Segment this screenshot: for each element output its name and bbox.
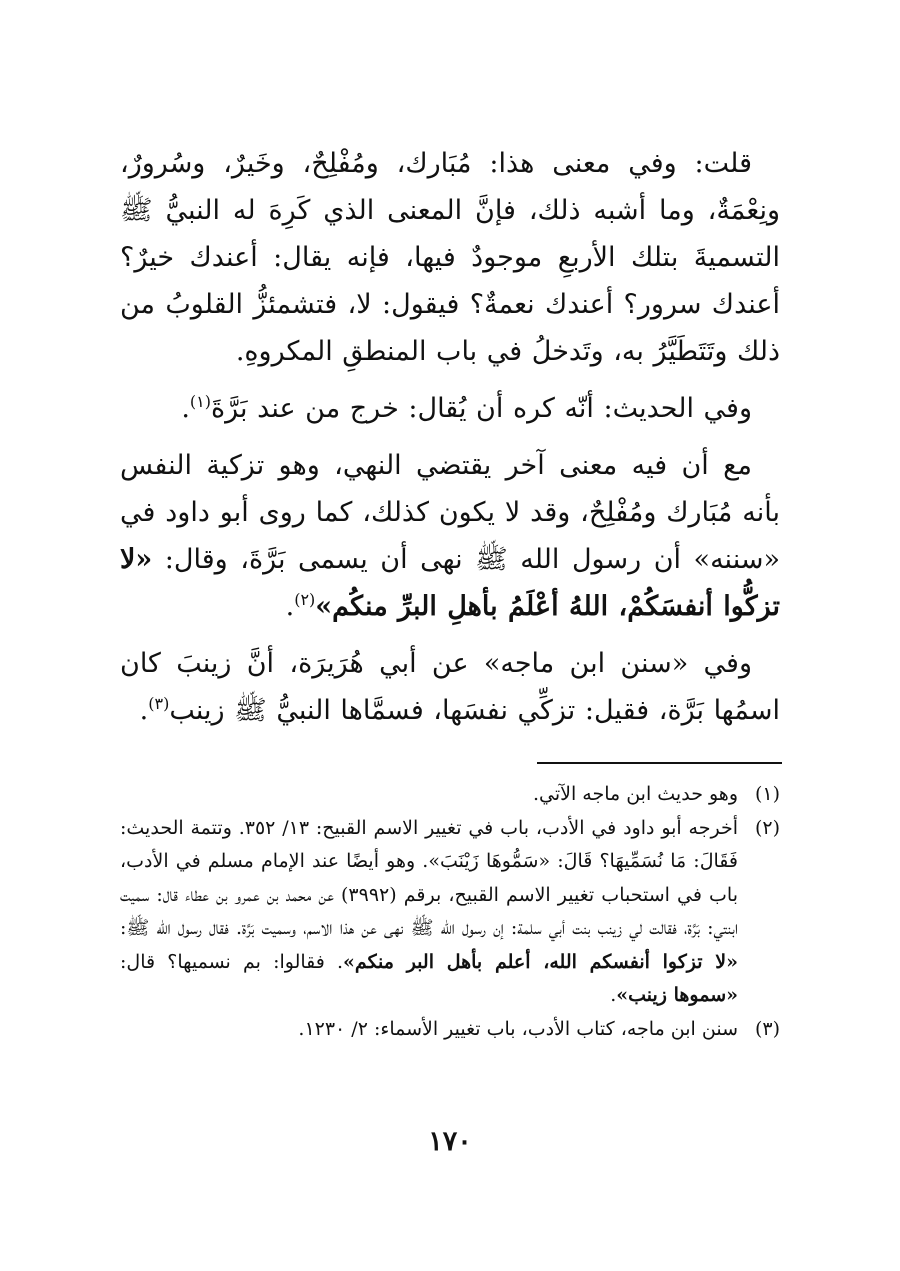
footnote-2-text-end: .: [610, 984, 617, 1006]
paragraph-4-end: .: [139, 695, 149, 726]
footnote-3-text: سنن ابن ماجه، كتاب الأدب، باب تغيير الأسماء: ٢/ ١٢٣٠.: [298, 1017, 738, 1040]
footnote-ref-1[interactable]: (١): [189, 392, 211, 411]
paragraph-2-text: وفي الحديث: أنّه كره أن يُقال: خرج من عند بَرَّةَ: [211, 393, 752, 424]
footnote-2-text-start: أخرجه أبو داود في الأدب، باب في تغيير الاسم القبيح: ١٣/ ٣٥٢. وتتمة الحديث: فَقَالَ: مَا نُسَمِّيهَا؟ قَالَ: «سَمُّوهَا زَيْنَبَ». وهو أيضًا عند الإمام مسلم في الأدب، باب في استحباب تغيير الاسم القبيح، برقم (٣٩٩٢) عن محمد بن عمرو بن عطاء قال: سميت ابنتي: بَرَّة، فقالت لي زينب بنت أبي سلمة: إن رسول الله ﷺ نهى عن هذا الاسم، وسميت بَرَّة. فقال رسول الله ﷺ:: [120, 816, 738, 939]
footnote-1: [120, 778, 780, 812]
footnote-2-text: [120, 812, 738, 1013]
paragraph-4: [120, 640, 780, 734]
page-number: ١٧٠: [428, 1126, 472, 1157]
paragraph-4-text: وفي «سنن ابن ماجه» عن أبي هُرَيرَة، أنَّ زينبَ كان اسمُها بَرَّة، فقيل: تزكِّي نفسَها، فسمَّاها النبيُّ ﷺ زينب: [120, 648, 780, 726]
footnote-3: [120, 1013, 780, 1047]
footnote-2-hadith-2: «سموها زينب»: [616, 984, 738, 1006]
footnote-2-number: (٢): [754, 816, 780, 839]
footnote-divider: [537, 762, 782, 764]
hadith-quote: «لا تزكُّوا أنفسَكُمْ، اللهُ أعْلَمُ بأهلِ البرِّ منكُم»: [120, 544, 780, 622]
footnote-ref-2[interactable]: (٢): [294, 590, 316, 609]
footnote-3-number: (٣): [754, 1017, 780, 1040]
footnote-2-text-mid: . فقالوا: بم نسميها؟ قال:: [120, 950, 344, 973]
paragraph-3-text: مع أن فيه معنى آخر يقتضي النهي، وهو تزكية النفس بأنه مُبَارك ومُفْلِحٌ، وقد لا يكون كذلك، كما روى أبو داود في «سننه» أن رسول الله ﷺ نهى أن يسمى بَرَّةَ، وقال:: [120, 450, 780, 575]
footnotes: [120, 778, 780, 1046]
paragraph-1: [120, 140, 780, 375]
footnote-1-number: (١): [754, 783, 780, 805]
footnote-ref-3[interactable]: (٣): [148, 694, 170, 713]
footnote-1-text: وهو حديث ابن ماجه الآتي.: [532, 783, 738, 805]
paragraph-3: [120, 442, 780, 630]
paragraph-1-text: قلت: وفي معنى هذا: مُبَارك، ومُفْلِحٌ، وخَيرٌ، وسُرورٌ، ونِعْمَةٌ، وما أشبه ذلك، فإنَّ المعنى الذي كَرِهَ له النبيُّ ﷺ التسميةَ بتلك الأربعِ موجودٌ فيها، فإنه يقال: أعندك خيرٌ؟ أعندك سرور؟ أعندك نعمةٌ؟ فيقول: لا، فتشمئزُّ القلوبُ من ذلك وتَتَطَيَّرُ به، وتَدخلُ في باب المنطقِ المكروهِ.: [120, 148, 780, 367]
paragraph-3-end: .: [285, 591, 295, 622]
main-text: [120, 140, 780, 744]
paragraph-2: [120, 385, 780, 432]
paragraph-2-end: .: [181, 393, 190, 424]
footnote-2-hadith-1: «لا تزكوا أنفسكم الله، أعلم بأهل البر منكم»: [343, 950, 738, 973]
footnote-2: [120, 812, 780, 1013]
